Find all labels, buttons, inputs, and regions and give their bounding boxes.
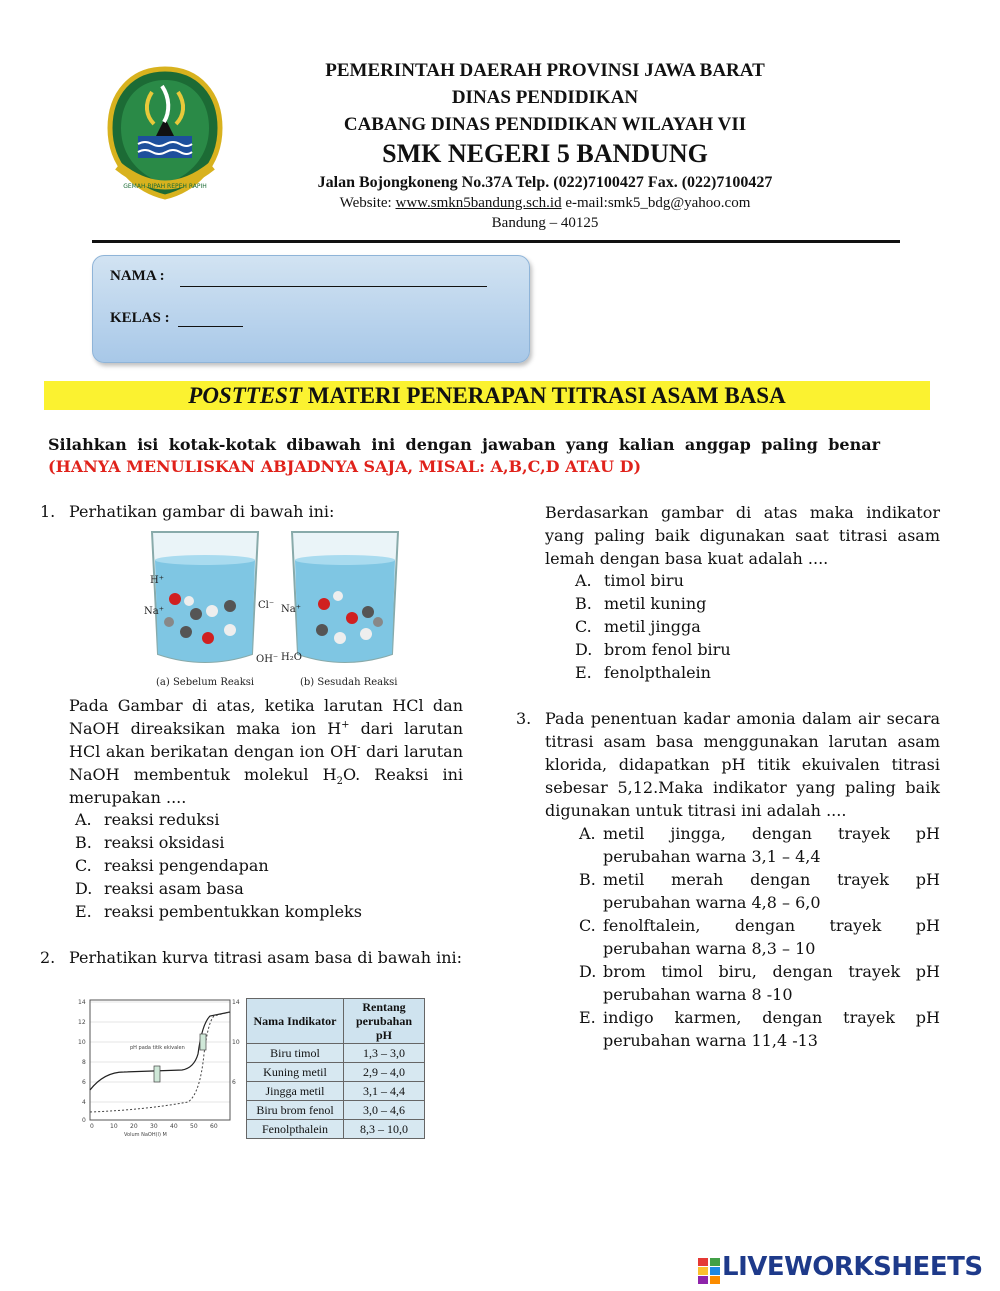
titration-curve	[64, 994, 242, 1140]
school-city: Bandung – 40125	[491, 215, 599, 231]
instructions-line2: (HANYA MENULISKAN ABJADNYA SAJA, MISAL: A,B,C,D ATAU D)	[48, 457, 642, 476]
indicator-table	[246, 998, 425, 1139]
header-line-government: PEMERINTAH DAERAH PROVINSI JAWA BARAT	[325, 60, 765, 81]
q3-prompt: Pada penentuan kadar amonia dalam air secara titrasi asam basa menggunakan larutan asam klorida, didapatkan pH titik ekuivalen titrasi sebesar 5,12.Maka indikator yang paling baik digunakan untuk titrasi ini adalah ....	[545, 709, 940, 820]
option-text: brom fenol biru	[604, 640, 731, 659]
option-letter: E.	[579, 1008, 596, 1027]
svg-text:10: 10	[78, 1039, 86, 1046]
svg-text:14: 14	[232, 999, 240, 1006]
q1-text-a: Pada Gambar di atas, ketika larutan HCl dan NaOH direaksikan maka ion H	[69, 696, 463, 738]
q1-option-d	[75, 877, 244, 900]
svg-text:6: 6	[82, 1079, 86, 1086]
option-text: reaksi reduksi	[104, 810, 220, 829]
q1-text-c: dari larutan NaOH membentuk molekul H	[69, 742, 463, 784]
table-cell: Biru timol	[247, 1044, 344, 1063]
q1-option-b	[75, 831, 225, 854]
q1-text-d: O. Reaksi ini merupakan ....	[69, 765, 463, 807]
q2-option-b	[575, 592, 706, 615]
option-letter: B.	[75, 833, 92, 852]
q1-option-c	[75, 854, 269, 877]
svg-text:OH⁻: OH⁻	[256, 654, 279, 665]
option-text: metil jingga, dengan trayek pH perubahan warna 3,1 – 4,4	[603, 824, 940, 866]
option-letter: C.	[75, 856, 92, 875]
svg-text:8: 8	[82, 1059, 86, 1066]
q2-option-e	[575, 661, 711, 684]
table-cell: 3,0 – 4,6	[344, 1101, 425, 1120]
table-row	[247, 1082, 425, 1101]
q3-option-e	[579, 1006, 940, 1052]
q2-continuation: Berdasarkan gambar di atas maka indikator yang paling baik digunakan saat titrasi asam lemah dengan basa kuat adalah ....	[545, 503, 940, 568]
table-row	[247, 1063, 425, 1082]
table-cell: 3,1 – 4,4	[344, 1082, 425, 1101]
svg-text:0: 0	[82, 1117, 86, 1124]
table-header-name: Nama Indikator	[247, 999, 344, 1044]
option-letter: D.	[579, 962, 597, 981]
q1-sup-plus: +	[341, 719, 350, 731]
svg-text:Na⁺: Na⁺	[144, 606, 164, 617]
option-text: metil jingga	[604, 617, 701, 636]
table-cell: Jingga metil	[247, 1082, 344, 1101]
title-posttest: POSTTEST	[188, 383, 302, 408]
table-cell: Fenolpthalein	[247, 1120, 344, 1139]
svg-text:H⁺: H⁺	[150, 575, 164, 586]
svg-text:50: 50	[190, 1123, 198, 1130]
graph-note: pH pada titik ekivalen	[130, 1045, 185, 1051]
option-letter: C.	[575, 617, 592, 636]
class-field[interactable]	[178, 326, 243, 327]
table-row	[247, 1044, 425, 1063]
svg-text:20: 20	[130, 1123, 138, 1130]
header-line-department: DINAS PENDIDIKAN	[451, 87, 639, 108]
q1-text-b: dari larutan HCl akan berikatan dengan ion OH	[69, 719, 464, 761]
svg-text:6: 6	[232, 1079, 236, 1086]
option-text: reaksi pengendapan	[104, 856, 269, 875]
table-cell: Kuning metil	[247, 1063, 344, 1082]
svg-text:12: 12	[78, 1019, 86, 1026]
option-text: fenolpthalein	[604, 663, 711, 682]
svg-text:H₂O: H₂O	[281, 652, 302, 663]
svg-text:0: 0	[90, 1123, 94, 1130]
option-text: reaksi asam basa	[104, 879, 244, 898]
table-cell: 8,3 – 10,0	[344, 1120, 425, 1139]
svg-text:40: 40	[170, 1123, 178, 1130]
instructions-line1: Silahkan isi kotak-kotak dibawah ini dengan jawaban yang kalian anggap paling benar	[48, 435, 880, 454]
svg-text:10: 10	[110, 1123, 118, 1130]
name-label: NAMA :	[110, 268, 165, 284]
option-text: indigo karmen, dengan trayek pH perubahan warna 11,4 -13	[603, 1008, 940, 1050]
q2-prompt: Perhatikan kurva titrasi asam basa di bawah ini:	[69, 948, 463, 967]
caption-before: (a) Sebelum Reaksi	[156, 677, 255, 688]
page-title	[44, 381, 930, 410]
table-cell: 1,3 – 3,0	[344, 1044, 425, 1063]
q1-question	[69, 694, 463, 809]
option-letter: C.	[579, 916, 596, 935]
option-letter: D.	[575, 640, 593, 659]
q2-number: 2.	[40, 948, 56, 967]
liveworksheets-logo-icon	[698, 1258, 720, 1284]
svg-text:14: 14	[78, 999, 86, 1006]
website-link[interactable]: www.smkn5bandung.sch.id	[395, 195, 562, 211]
option-text: reaksi oksidasi	[104, 833, 225, 852]
option-text: fenolftalein, dengan trayek pH perubahan warna 8,3 – 10	[603, 916, 940, 958]
q1-option-e	[75, 900, 362, 923]
title-rest: MATERI PENERAPAN TITRASI ASAM BASA	[302, 383, 786, 408]
svg-text:10: 10	[232, 1039, 240, 1046]
q1-option-a	[75, 808, 219, 831]
svg-text:Cl⁻: Cl⁻	[258, 600, 275, 611]
table-row	[247, 1101, 425, 1120]
svg-text:Na⁺: Na⁺	[281, 604, 301, 615]
q3-option-a	[579, 822, 940, 868]
svg-text:4: 4	[82, 1099, 86, 1106]
q3-option-d	[579, 960, 940, 1006]
q3-number: 3.	[516, 709, 532, 728]
name-field[interactable]	[180, 286, 487, 287]
q1-prompt: Perhatikan gambar di bawah ini:	[69, 502, 335, 521]
table-cell: 2,9 – 4,0	[344, 1063, 425, 1082]
svg-text:60: 60	[210, 1123, 218, 1130]
q2-option-c	[575, 615, 701, 638]
option-text: metil kuning	[604, 594, 707, 613]
class-label: KELAS :	[110, 310, 170, 326]
liveworksheets-brand[interactable]: LIVEWORKSHEETS	[722, 1252, 983, 1282]
table-row	[247, 1120, 425, 1139]
option-letter: A.	[579, 824, 596, 843]
q2-option-d	[575, 638, 731, 661]
q2-option-a	[575, 569, 684, 592]
header-line-branch: CABANG DINAS PENDIDIKAN WILAYAH VII	[343, 114, 747, 135]
website-label: Website:	[339, 195, 396, 211]
option-letter: A.	[75, 810, 92, 829]
option-text: metil merah dengan trayek pH perubahan warna 4,8 – 6,0	[603, 870, 940, 912]
option-letter: B.	[579, 870, 596, 889]
q3-option-c	[579, 914, 940, 960]
option-letter: D.	[75, 879, 93, 898]
logo-motto: GEMAH RIPAH REPEH RAPIH	[123, 183, 207, 190]
header-rule	[92, 240, 900, 243]
table-header-range: Rentang perubahan pH	[344, 999, 425, 1044]
option-text: brom timol biru, dengan trayek pH perubahan warna 8 -10	[603, 962, 940, 1004]
option-text: timol biru	[604, 571, 684, 590]
school-address: Jalan Bojongkoneng No.37A Telp. (022)7100427 Fax. (022)7100427	[317, 174, 773, 191]
option-letter: E.	[75, 902, 92, 921]
option-letter: A.	[575, 571, 592, 590]
beaker-illustration	[138, 526, 410, 690]
svg-text:30: 30	[150, 1123, 158, 1130]
option-text: reaksi pembentukkan kompleks	[104, 902, 362, 921]
province-logo	[104, 66, 226, 200]
q3-option-b	[579, 868, 940, 914]
school-name: SMK NEGERI 5 BANDUNG	[382, 139, 708, 168]
option-letter: B.	[575, 594, 592, 613]
option-letter: E.	[575, 663, 592, 682]
caption-after: (b) Sesudah Reaksi	[300, 677, 398, 688]
graph-xlabel: Volum NaOH(l) M	[124, 1132, 167, 1138]
q1-number: 1.	[40, 502, 56, 521]
q1-sub-two: 2	[336, 776, 343, 788]
table-cell: Biru brom fenol	[247, 1101, 344, 1120]
school-contact	[230, 195, 860, 212]
q1-sup-minus: -	[357, 742, 361, 754]
email-text: e-mail:smk5_bdg@yahoo.com	[561, 195, 751, 211]
